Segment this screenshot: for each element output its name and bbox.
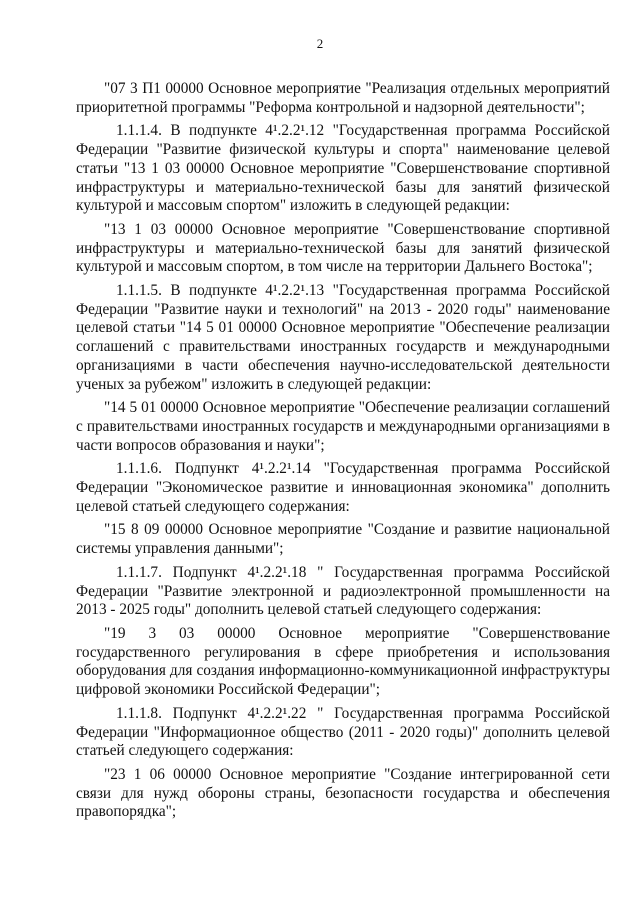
page-number: 2 <box>316 36 324 51</box>
clause-paragraph: 1.1.1.4. В подпункте 4¹.2.2¹.12 "Государственная программа Российской Федерации "Развитие физической культуры и спорта" наименование целевой статьи "13 1 03 00000 Основное мероприятие "Совершенствование спортивной инфраструктуры и материально-технической базы для занятий физической культурой и массовым спортом" изложить в следующей редакции: <box>76 122 610 215</box>
clause-paragraph: 1.1.1.7. Подпункт 4¹.2.2¹.18 " Государственная программа Российской Федерации "Развитие электронной и радиоэлектронной промышленности на 2013 - 2025 годы" дополнить целевой статьей следующего содержания: <box>76 563 610 619</box>
quote-paragraph: "14 5 01 00000 Основное мероприятие "Обеспечение реализации соглашений с правительствами иностранных государств и международными организациями в части вопросов образования и науки"; <box>76 399 610 454</box>
quote-paragraph: "07 3 П1 00000 Основное мероприятие "Реализация отдельных мероприятий приоритетной программы "Реформа контрольной и надзорной деятельности"; <box>76 80 610 116</box>
clause-paragraph: 1.1.1.8. Подпункт 4¹.2.2¹.22 " Государственная программа Российской Федерации "Информационное общество (2011 - 2020 годы)" дополнить целевой статьей следующего содержания: <box>76 704 610 760</box>
clause-paragraph: 1.1.1.5. В подпункте 4¹.2.2¹.13 "Государственная программа Российской Федерации "Развитие науки и технологий" на 2013 - 2020 годы" наименование целевой статьи "14 5 01 00000 Основное мероприятие "Обеспечение реализации соглашений с правительствами иностранных государств и международными организациями в части обеспечения научно-исследовательской деятельности ученых за рубежом" изложить в следующей редакции: <box>76 282 610 393</box>
quote-paragraph: "23 1 06 00000 Основное мероприятие "Создание интегрированной сети связи для нужд обороны страны, безопасности государства и обеспечения правопорядка"; <box>76 765 610 821</box>
quote-paragraph: "15 8 09 00000 Основное мероприятие "Создание и развитие национальной системы управления данными"; <box>76 521 610 558</box>
clause-paragraph: 1.1.1.6. Подпункт 4¹.2.2¹.14 "Государственная программа Российской Федерации "Экономическое развитие и инновационная экономика" дополнить целевой статьей следующего содержания: <box>76 460 610 515</box>
quote-paragraph: "13 1 03 00000 Основное мероприятие "Совершенствование спортивной инфраструктуры и материально-технической базы для занятий физической культурой и массовым спортом, в том числе на территории Дальнего Востока"; <box>76 220 610 276</box>
quote-paragraph: "19 3 03 00000 Основное мероприятие "Совершенствование государственного регулирования в сфере приобретения и использования оборудования для создания информационно-коммуникационной инфраструктуры цифровой экономики Российской Федерации"; <box>76 624 610 699</box>
document-body <box>76 80 610 827</box>
